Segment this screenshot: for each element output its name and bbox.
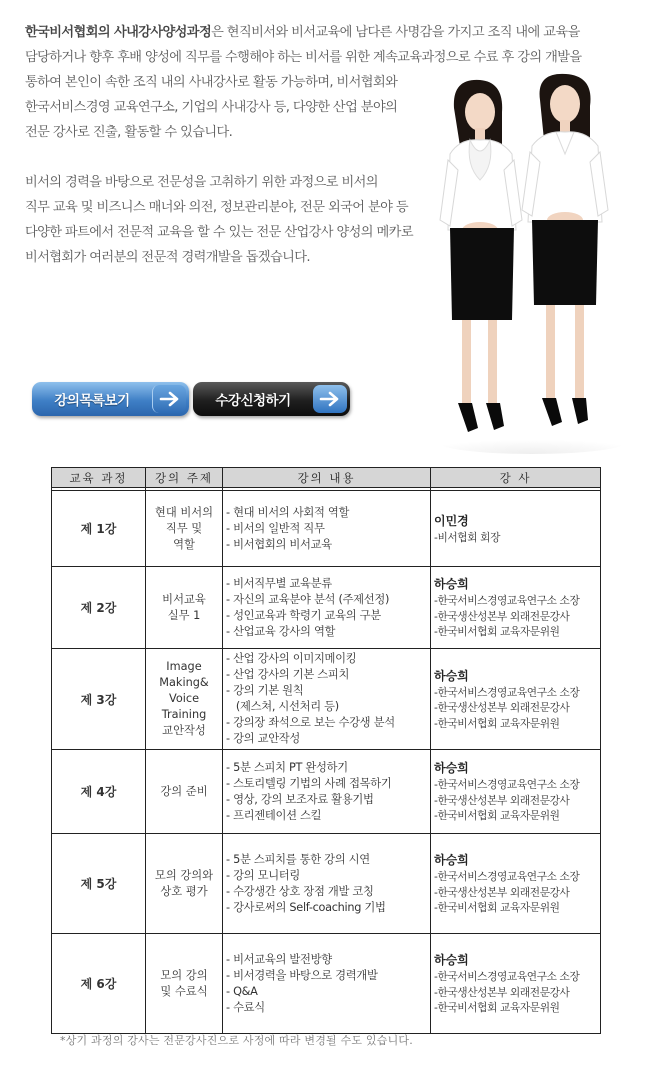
topic-line: 실무 1 xyxy=(167,608,201,622)
lecture-number: 제 1강 xyxy=(52,491,146,567)
topic-line: 및 수료식 xyxy=(160,984,208,998)
apply-course-button-label: 수강신청하기 xyxy=(215,393,291,409)
arrow-right-icon xyxy=(152,385,186,413)
content-line: - 강의 기본 원칙 xyxy=(226,684,304,697)
instructor-name: 하승희 xyxy=(434,761,469,776)
content-line: - 강사로써의 Self-coaching 기법 xyxy=(226,900,386,914)
course-list-button-label: 강의목록보기 xyxy=(54,393,130,409)
woman-right xyxy=(522,74,608,426)
arrow-right-icon xyxy=(313,385,347,413)
content-line: - 영상, 강의 보조자료 활용기법 xyxy=(226,792,374,806)
instructor-affiliation: -한국서비스경영교육연구소 소장 xyxy=(434,594,580,608)
instructor-name: 하승희 xyxy=(434,668,469,683)
content-line: - 5분 스피치 PT 완성하기 xyxy=(226,760,348,774)
intro-lead: 한국비서협회의 사내강사양성과정 xyxy=(25,25,212,40)
lecture-topic xyxy=(146,567,223,649)
intro-line: 은 현직비서와 비서교육에 남다른 사명감을 가지고 조직 내에 교육을 xyxy=(211,25,580,40)
content-line: - 프리젠테이션 스킬 xyxy=(226,808,322,822)
lecture-instructor xyxy=(431,834,601,934)
lecture-instructor xyxy=(431,567,601,649)
instructor-affiliation: -한국서비스경영교육연구소 소장 xyxy=(434,870,580,884)
intro-line: 직무 교육 및 비즈니스 매너와 의전, 정보관리분야, 전문 외국어 분야 등 xyxy=(25,200,408,215)
instructor-affiliation: -한국생산성본부 외래전문강사 xyxy=(434,885,570,899)
lecture-content xyxy=(223,834,431,934)
lecture-content xyxy=(223,491,431,567)
content-line: - 비서직무별 교육분류 xyxy=(226,576,332,590)
instructor-affiliation: -비서협회 회장 xyxy=(434,530,500,544)
instructor-affiliation: -한국생산성본부 외래전문강사 xyxy=(434,701,570,715)
intro-line: 한국서비스경영 교육연구소, 기업의 사내강사 등, 다양한 산업 분야의 xyxy=(25,100,398,115)
header-content: 강의 내용 xyxy=(223,468,431,488)
intro-line: 비서협회가 여러분의 전문적 경력개발을 돕겠습니다. xyxy=(25,250,311,265)
topic-line: Making& xyxy=(159,676,209,689)
content-line: - 강의 교안작성 xyxy=(226,732,301,745)
instructor-affiliation: -한국생산성본부 외래전문강사 xyxy=(434,609,570,623)
lecture-instructor xyxy=(431,649,601,750)
lecture-number: 제 5강 xyxy=(52,834,146,934)
lecture-number: 제 3강 xyxy=(52,649,146,750)
topic-line: 역할 xyxy=(173,537,195,551)
lecture-number: 제 2강 xyxy=(52,567,146,649)
content-line: - 산업 강사의 이미지메이킹 xyxy=(226,652,357,665)
topic-line: Image xyxy=(166,660,202,673)
curriculum-table xyxy=(51,467,601,1034)
woman-left xyxy=(440,80,522,432)
instructor-affiliation: -한국서비스경영교육연구소 소장 xyxy=(434,778,580,792)
topic-line: 강의 준비 xyxy=(160,784,208,798)
table-row xyxy=(52,567,601,649)
content-line: - 수강생간 상호 장점 개발 코칭 xyxy=(226,884,374,898)
content-line: - 자신의 교육분야 분석 (주제선정) xyxy=(226,592,390,606)
table-row xyxy=(52,491,601,567)
content-line: - 스토리텔링 기법의 사례 접목하기 xyxy=(226,776,392,790)
lecture-instructor xyxy=(431,491,601,567)
topic-line: 직무 및 xyxy=(165,521,203,535)
lecture-instructor xyxy=(431,750,601,834)
instructor-affiliation: -한국비서협회 교육자문위원 xyxy=(434,625,560,639)
lecture-content xyxy=(223,649,431,750)
course-list-button[interactable] xyxy=(32,382,189,416)
intro-paragraph-1-first-line xyxy=(25,20,625,45)
lecture-topic xyxy=(146,834,223,934)
intro-line: 통하여 본인이 속한 조직 내의 사내강사로 활동 가능하며, 비서협회와 xyxy=(25,75,398,90)
intro-line: 비서의 경력을 바탕으로 전문성을 고취하기 위한 과정으로 비서의 xyxy=(25,175,378,190)
lecture-content xyxy=(223,750,431,834)
content-line: - 비서교육의 발전방향 xyxy=(226,952,332,966)
lecture-content xyxy=(223,934,431,1034)
topic-line: 상호 평가 xyxy=(160,884,208,898)
content-line: - 비서협회의 비서교육 xyxy=(226,537,332,551)
table-row xyxy=(52,649,601,750)
lecture-number: 제 6강 xyxy=(52,934,146,1034)
topic-line: 비서교육 xyxy=(162,592,206,606)
content-line: - 산업교육 강사의 역할 xyxy=(226,624,336,638)
instructor-affiliation: -한국생산성본부 외래전문강사 xyxy=(434,985,570,999)
intro-line: 담당하거나 향후 후배 양성에 직무를 수행해야 하는 비서를 위한 계속교육과정으로 수료 후 강의 개발을 xyxy=(25,50,582,65)
instructor-name: 하승희 xyxy=(434,577,469,592)
instructor-affiliation: -한국비서협회 교육자문위원 xyxy=(434,901,560,915)
content-line: - 산업 강사의 기본 스피치 xyxy=(226,668,350,681)
content-line: - 성인교육과 학령기 교육의 구분 xyxy=(226,608,381,622)
lecture-content xyxy=(223,567,431,649)
intro-line: 전문 강사로 진출, 활동할 수 있습니다. xyxy=(25,125,233,140)
header-topic: 강의 주제 xyxy=(146,468,223,488)
instructor-name: 하승희 xyxy=(434,953,469,968)
header-course: 교육 과정 xyxy=(52,468,146,488)
header-instructor: 강 사 xyxy=(431,468,601,488)
lecture-topic xyxy=(146,750,223,834)
table-row xyxy=(52,750,601,834)
content-line: - 수료식 xyxy=(226,1000,265,1014)
content-line: - 강의장 좌석으로 보는 수강생 분석 xyxy=(226,716,395,729)
table-header-row xyxy=(52,468,601,488)
instructor-name: 이민경 xyxy=(434,513,469,528)
instructor-affiliation: -한국비서협회 교육자문위원 xyxy=(434,809,560,823)
topic-line: 교안작성 xyxy=(162,724,206,737)
topic-line: 모의 강의 xyxy=(160,968,208,982)
lecture-topic xyxy=(146,649,223,750)
instructor-name: 하승희 xyxy=(434,853,469,868)
content-line: - 비서경력을 바탕으로 경력개발 xyxy=(226,968,378,982)
lecture-instructor xyxy=(431,934,601,1034)
table-row xyxy=(52,834,601,934)
table-row xyxy=(52,934,601,1034)
instructor-affiliation: -한국비서협회 교육자문위원 xyxy=(434,716,560,730)
apply-course-button[interactable] xyxy=(193,382,350,416)
content-line: - 현대 비서의 사회적 역할 xyxy=(226,505,350,519)
content-line: (제스쳐, 시선처리 등) xyxy=(226,700,339,713)
instructor-affiliation: -한국비서협회 교육자문위원 xyxy=(434,1001,560,1015)
content-line: - 비서의 일반적 직무 xyxy=(226,521,325,535)
content-line: - 5분 스피치를 통한 강의 시연 xyxy=(226,852,370,866)
content-line: - 강의 모니터링 xyxy=(226,868,301,882)
lecture-topic xyxy=(146,491,223,567)
topic-line: Training xyxy=(161,708,207,721)
instructor-affiliation: -한국생산성본부 외래전문강사 xyxy=(434,793,570,807)
instructor-affiliation: -한국서비스경영교육연구소 소장 xyxy=(434,970,580,984)
instructor-affiliation: -한국서비스경영교육연구소 소장 xyxy=(434,685,580,699)
footnote: *상기 과정의 강사는 전문강사진으로 사정에 따라 변경될 수도 있습니다. xyxy=(60,1034,413,1047)
lecture-number: 제 4강 xyxy=(52,750,146,834)
content-line: - Q&A xyxy=(226,984,258,998)
instructors-photo xyxy=(432,70,632,455)
topic-line: Voice xyxy=(168,692,200,705)
lecture-topic xyxy=(146,934,223,1034)
topic-line: 모의 강의와 xyxy=(154,868,214,882)
intro-line: 다양한 파트에서 전문적 교육을 할 수 있는 전문 산업강사 양성의 메카로 xyxy=(25,225,413,240)
topic-line: 현대 비서의 xyxy=(154,505,214,519)
